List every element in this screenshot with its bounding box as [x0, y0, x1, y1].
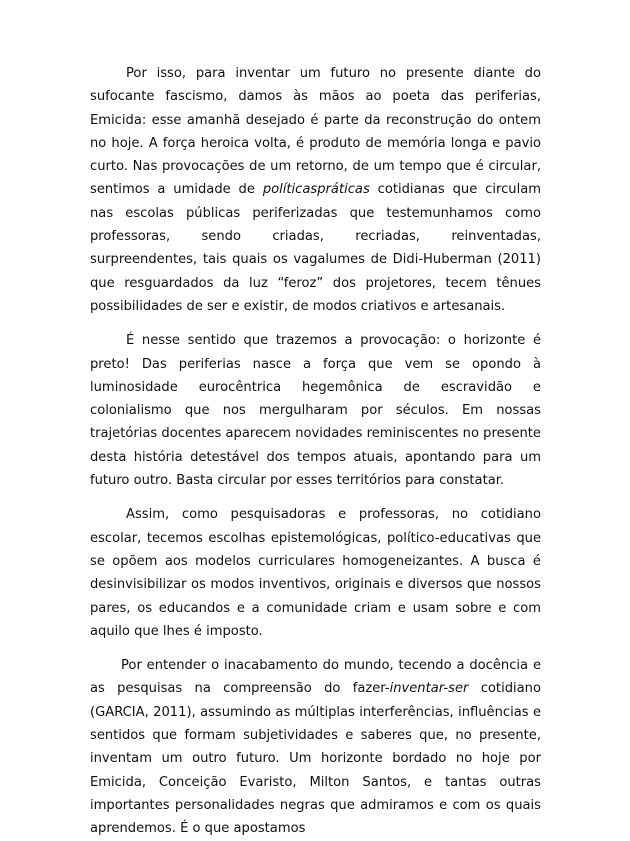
paragraph-4 — [90, 654, 541, 840]
paragraph-3: Assim, como pesquisadoras e professoras, no cotidiano escolar, tecemos escolhas epistemológicas, político-educativas que se opõem aos modelos curriculares homogeneizantes. A busca é desinvisibilizar os modos inventivos, originais e diversos que nossos pares, os educandos e a comunidade criam e usam sobre e com aquilo que lhes é imposto. — [90, 507, 541, 639]
paragraph-4-text-start: Por entender o inacabamento do mundo, tecendo a docência e as pesquisas na compreensão do fazer- — [90, 658, 541, 697]
paragraph-1-text-start: Por isso, para inventar um futuro no presente diante do sufocante fascismo, damos às mãos ao poeta das periferias, Emicida: esse amanhã desejado é parte da reconstrução do ontem no hoje. A força heroica volta, é produto de memória longa e pavio curto. Nas provocações de um retorno, de um tempo que é circular, sentimos a umidade de — [90, 66, 541, 198]
paragraph-2: É nesse sentido que trazemos a provocação: o horizonte é preto! Das periferias nasce a força que vem se opondo à luminosidade eurocêntrica hegemônica de escravidão e colonialismo que nos mergulharam por séculos. Em nossas trajetórias docentes aparecem novidades reminiscentes no presente desta história detestável dos tempos atuais, apontando para um futuro outro. Basta circular por esses territórios para constatar. — [90, 333, 541, 489]
paragraph-4-text-end: cotidiano (GARCIA, 2011), assumindo as múltiplas interferências, influências e sentidos que formam subjetividades e saberes que, no presente, inventam um outro futuro. Um horizonte bordado no hoje por Emicida, Conceição Evaristo, Milton Santos, e tantas outras importantes personalidades negras que admiramos e com os quais aprendemos. É o que apostamos — [90, 681, 541, 837]
paragraph-4-italic-term: inventar-ser — [389, 681, 469, 697]
paragraph-1-italic-term: políticaspráticas — [262, 182, 370, 198]
paragraph-1 — [90, 62, 541, 318]
paragraph-1-text-end: cotidianas que circulam nas escolas públicas periferizadas que testemunhamos como professoras, sendo criadas, recriadas, reinventadas, surpreendentes, tais quais os vagalumes de Didi-Huberman (2011) que resguardados da luz “feroz” dos projetores, tecem tênues possibilidades de ser e existir, de modos criativos e artesanais. — [90, 182, 541, 314]
document-page — [90, 62, 541, 841]
